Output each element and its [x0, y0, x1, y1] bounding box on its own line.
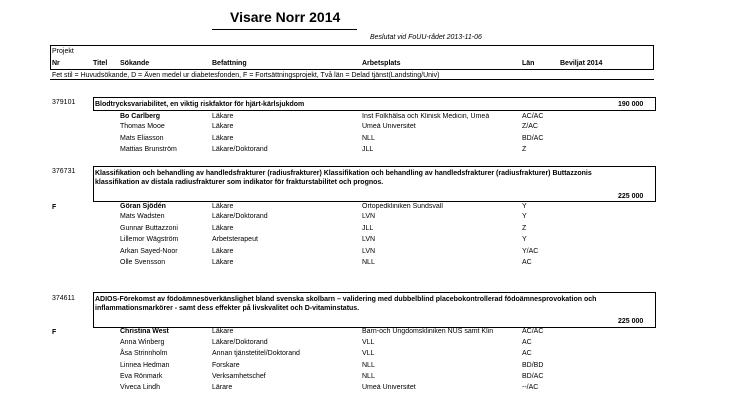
col-header-sokande: Sökande [120, 60, 150, 67]
applicant-county: Z [522, 146, 527, 153]
applicant-role: Läkare [212, 328, 234, 335]
col-header-befattning: Befattning [212, 60, 247, 67]
project-amount: 225 000 [618, 318, 644, 325]
applicant-role: Verksamhetschef [212, 373, 266, 380]
applicant-role: Läkare [212, 259, 234, 266]
continuation-flag: F [52, 329, 57, 336]
col-header-projekt: Projekt [52, 48, 74, 55]
project-nr: 376731 [52, 168, 76, 175]
applicant-county: AC [522, 350, 532, 357]
title-underline [212, 29, 357, 30]
applicant-role: Läkare [212, 225, 234, 232]
applicant-role: Läkare/Doktorand [212, 213, 268, 220]
applicant-name: Arkan Sayed-Noor [120, 248, 178, 255]
applicant-role: Arbetsterapeut [212, 236, 258, 243]
applicant-county: AC/AC [522, 328, 544, 335]
applicant-name: Eva Rönmark [120, 373, 163, 380]
project-title: Blodtrycksvariabilitet, en viktig riskfaktor för hjärt-kärlsjukdom [95, 101, 305, 108]
applicant-name: Mats Wadsten [120, 213, 165, 220]
applicant-name: Mattias Brunström [120, 146, 177, 153]
col-header-titel: Titel [93, 60, 108, 67]
applicant-workplace: Inst Folkhälsa och Klinisk Medicin, Umeå [362, 113, 490, 120]
applicant-county: --/AC [522, 384, 539, 391]
applicant-name: Linnea Hedman [120, 362, 170, 369]
applicant-workplace: NLL [362, 362, 375, 369]
applicant-workplace: Ortopedkliniken Sundsvall [362, 203, 443, 210]
applicant-role: Lärare [212, 384, 233, 391]
project-amount: 225 000 [618, 193, 644, 200]
applicant-name: Göran Sjödén [120, 203, 166, 210]
applicant-workplace: LVN [362, 236, 376, 243]
applicant-role: Forskare [212, 362, 240, 369]
applicant-role: Läkare/Doktorand [212, 146, 268, 153]
applicant-name: Christina West [120, 328, 169, 335]
applicant-county: Z [522, 225, 527, 232]
applicant-role: Läkare [212, 113, 234, 120]
applicant-county: Z/AC [522, 123, 538, 130]
project-title: ADIOS-Förekomst av födoämnesöverkänslighet bland svenska skolbarn – validering med dubbelblind placebokontrollerad födoämnesprovokation och inflammationsmarkörer - samt dess effekter på livskvalitet och D-vitaminstatus. [95, 296, 597, 312]
col-header-beviljat: Beviljat 2014 [560, 60, 603, 67]
applicant-county: Y [522, 213, 527, 220]
col-header-arbetsplats: Arbetsplats [362, 60, 401, 67]
legend-underline [50, 79, 654, 80]
applicant-workplace: NLL [362, 373, 375, 380]
applicant-name: Mats Eliasson [120, 135, 164, 142]
applicant-role: Annan tjänstetitel/Doktorand [212, 350, 300, 357]
applicant-county: Y/AC [522, 248, 539, 255]
applicant-name: Lillemor Wägström [120, 236, 179, 243]
applicant-role: Läkare [212, 248, 234, 255]
applicant-name: Viveca Lindh [120, 384, 160, 391]
decision-note: Beslutat vid FoUU-rådet 2013-11-06 [370, 34, 482, 41]
applicant-county: BD/AC [522, 135, 544, 142]
applicant-name: Olle Svensson [120, 259, 166, 266]
applicant-name: Bo Carlberg [120, 113, 161, 120]
col-header-nr: Nr [52, 60, 60, 67]
project-amount: 190 000 [618, 101, 644, 108]
applicant-workplace: Umeå Universitet [362, 123, 416, 130]
applicant-role: Läkare [212, 135, 234, 142]
page-title: Visare Norr 2014 [230, 9, 341, 25]
continuation-flag: F [52, 204, 57, 211]
applicant-county: AC [522, 339, 532, 346]
applicant-workplace: NLL [362, 259, 375, 266]
applicant-role: Läkare/Doktorand [212, 339, 268, 346]
applicant-name: Anna Winberg [120, 339, 165, 346]
project-nr: 374611 [52, 295, 75, 302]
legend: Fet stil = Huvudsökande, D = Även medel ur diabetesfonden, F = Fortsättningsprojekt, Två län = Delad tjänst(Landsting/Univ) [52, 72, 440, 79]
applicant-workplace: VLL [362, 339, 375, 346]
applicant-county: Y [522, 203, 527, 210]
applicant-name: Åsa Strinnholm [120, 350, 168, 357]
applicant-county: BD/BD [522, 362, 544, 369]
col-header-lan: Län [522, 60, 535, 67]
project-title: Klassifikation och behandling av handledsfrakturer (radiusfrakturer) Klassifikation och behandling av handledsfrakturer (radiusfrakturer) Buttazzonis klassifikation av distala radiusfrakturer som indikator för frakturstabilitet och prognos. [95, 170, 592, 186]
applicant-name: Gunnar Buttazzoni [120, 225, 178, 232]
applicant-workplace: LVN [362, 248, 376, 255]
project-nr: 379101 [52, 99, 76, 106]
applicant-role: Läkare [212, 123, 234, 130]
applicant-workplace: LVN [362, 213, 376, 220]
applicant-county: Y [522, 236, 527, 243]
applicant-name: Thomas Mooe [120, 123, 165, 130]
applicant-workplace: VLL [362, 350, 375, 357]
applicant-workplace: NLL [362, 135, 375, 142]
applicant-workplace: JLL [362, 146, 374, 153]
applicant-county: AC/AC [522, 113, 544, 120]
applicant-workplace: Umeå Universitet [362, 384, 416, 391]
applicant-county: BD/AC [522, 373, 544, 380]
applicant-workplace: JLL [362, 225, 374, 232]
applicant-workplace: Barn-och Ungdomskliniken NUS samt Klin [362, 328, 494, 335]
applicant-county: AC [522, 259, 532, 266]
applicant-role: Läkare [212, 203, 234, 210]
